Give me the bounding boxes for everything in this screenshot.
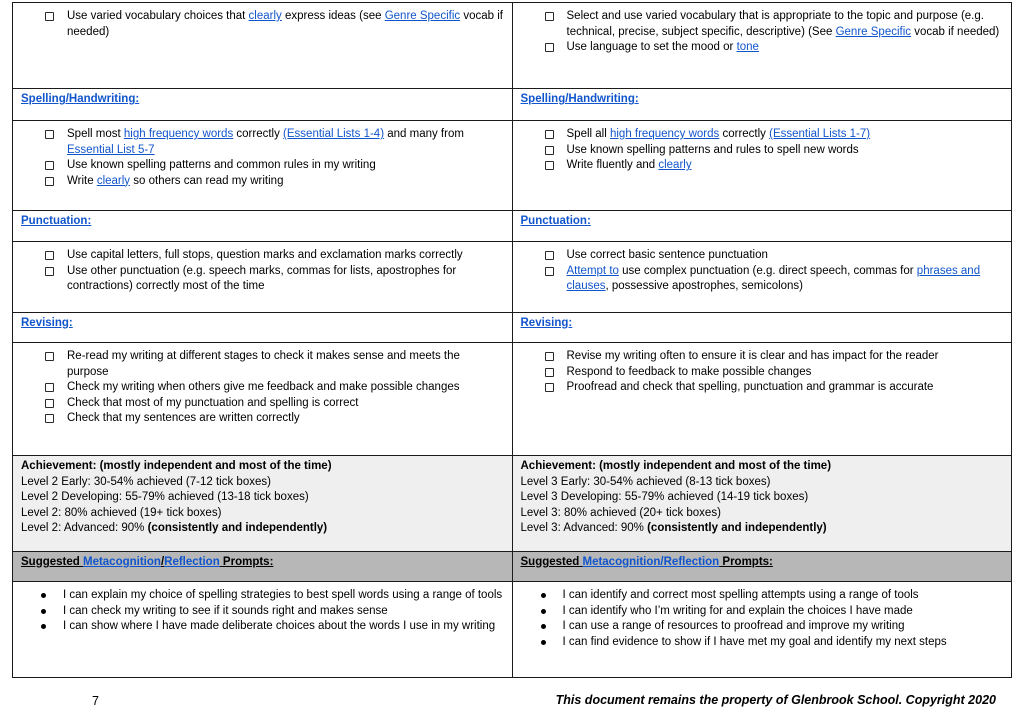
level3-achievement-cell: [512, 456, 1012, 552]
text-segment: Suggested: [520, 556, 583, 568]
checklist-item: [555, 9, 1004, 40]
level2-prompts-list: [21, 588, 504, 635]
checkbox-icon: [545, 383, 554, 392]
bullet-item: [49, 588, 504, 604]
text-segment: (consistently and independently): [647, 522, 827, 534]
bullet-item: [549, 619, 1004, 635]
link[interactable]: clearly: [248, 10, 282, 22]
text-segment: Use capital letters, full stops, question marks and exclamation marks correctly: [67, 249, 463, 261]
text-segment: use complex punctuation (e.g. direct speech, commas for: [618, 264, 917, 277]
checkbox-icon: [545, 130, 554, 139]
link[interactable]: Revising:: [520, 317, 573, 329]
link[interactable]: clearly: [96, 174, 131, 187]
bullet-icon: [541, 593, 546, 598]
row-revising-checklist: [13, 343, 1012, 456]
bullet-icon: [41, 593, 46, 598]
checkbox-icon: [545, 251, 554, 260]
text-segment: Suggested: [21, 556, 83, 568]
link[interactable]: Genre Specific: [384, 10, 461, 22]
level3-spelling-checklist: [521, 127, 1004, 174]
text-segment: Use language to set the mood or: [566, 41, 737, 53]
text-segment: Write: [67, 174, 97, 187]
checkbox-icon: [545, 161, 554, 170]
text-segment: I can explain my choice of spelling strategies to best spell words using a range of tools: [63, 589, 503, 601]
checkbox-icon: [545, 267, 554, 276]
checkbox-icon: [45, 352, 54, 361]
checklist-item: [555, 127, 1004, 143]
link[interactable]: Genre Specific: [835, 25, 912, 38]
checklist-item: [55, 158, 504, 174]
level3-revising-header: [512, 313, 1012, 343]
text-segment: and many from: [384, 128, 464, 140]
checklist-item: [555, 143, 1004, 159]
bullet-item: [549, 588, 1004, 604]
text-segment: I can find evidence to show if I have met my goal and identify my next steps: [562, 635, 947, 648]
text-segment: , possessive apostrophes, semicolons): [605, 280, 804, 292]
checkbox-icon: [45, 161, 54, 170]
text-segment: I can use a range of resources to proofread and improve my writing: [562, 620, 905, 632]
row-spelling-header: [13, 89, 1012, 121]
row-revising-header: [13, 313, 1012, 343]
text-segment: Re-read my writing at different stages to check it makes sense and meets the purpose: [67, 350, 460, 378]
level2-vocabulary-cell: [13, 3, 513, 89]
checkbox-icon: [45, 383, 54, 392]
level2-spelling-handwriting-header: [13, 89, 513, 121]
level2-punctuation-cell: [13, 242, 513, 313]
text-segment: I can identify and correct most spelling attempts using a range of tools: [562, 589, 919, 601]
text-segment: Proofread and check that spelling, punctuation and grammar is accurate: [566, 381, 934, 393]
text-segment: Use known spelling patterns and common rules in my writing: [67, 159, 376, 171]
level3-spelling-handwriting-header: [512, 89, 1012, 121]
checklist-item: [55, 127, 504, 158]
checkbox-icon: [45, 414, 54, 423]
row-prompts-bullets: [13, 582, 1012, 678]
bullet-icon: [541, 609, 546, 614]
link[interactable]: Spelling/Handwriting:: [520, 93, 639, 105]
level2-punctuation-header: [13, 211, 513, 242]
text-line: [521, 506, 1004, 522]
checkbox-icon: [545, 12, 554, 21]
link[interactable]: Punctuation:: [21, 215, 92, 227]
text-segment: I can show where I have made deliberate choices about the words I use in my writing: [63, 620, 496, 632]
checkbox-icon: [45, 267, 54, 276]
bullet-icon: [541, 640, 546, 645]
link[interactable]: Metacognition/Reflection: [582, 556, 720, 568]
checklist-item: [555, 40, 1004, 56]
level3-punctuation-cell: [512, 242, 1012, 313]
checklist-item: [55, 248, 504, 264]
text-segment: Level 2 Developing: 55-79% achieved (13-18 tick boxes): [21, 491, 309, 503]
checkbox-icon: [45, 130, 54, 139]
bullet-item: [549, 604, 1004, 620]
link[interactable]: Reflection: [164, 556, 220, 568]
level3-vocabulary-checklist: [521, 9, 1004, 56]
text-line: [21, 506, 504, 522]
page-number: 7: [92, 694, 99, 708]
level3-spelling-cell: [512, 121, 1012, 211]
level2-prompts-cell: [13, 582, 513, 678]
text-segment: Prompts:: [719, 556, 773, 568]
link[interactable]: Essential List 5-7: [67, 143, 155, 156]
bullet-item: [549, 635, 1004, 651]
checklist-item: [555, 349, 1004, 365]
text-line: [21, 521, 504, 537]
checklist-item: [55, 396, 504, 412]
checklist-item: [55, 411, 504, 427]
level3-punctuation-checklist: [521, 248, 1004, 295]
link[interactable]: Spelling/Handwriting:: [21, 93, 140, 105]
text-segment: correctly: [233, 128, 284, 140]
level3-prompts-list: [521, 588, 1004, 650]
link[interactable]: phrases and clauses: [566, 264, 981, 292]
level2-punctuation-checklist: [21, 248, 504, 295]
copyright-notice: This document remains the property of Glenbrook School. Copyright 2020: [555, 693, 996, 707]
checkbox-icon: [545, 146, 554, 155]
writing-levels-table: [12, 2, 1012, 678]
text-segment: vocab if needed): [911, 25, 1000, 38]
text-segment: Respond to feedback to make possible changes: [566, 365, 812, 378]
checklist-item: [55, 174, 504, 190]
level3-vocabulary-cell: [512, 3, 1012, 89]
row-punctuation-checklist: [13, 242, 1012, 313]
row-achievement: [13, 456, 1012, 552]
text-segment: /: [160, 556, 165, 568]
text-segment: Achievement: (mostly independent and most of the time): [21, 460, 332, 472]
checklist-item: [555, 380, 1004, 396]
bullet-item: [49, 619, 504, 635]
level2-revising-header: [13, 313, 513, 343]
text-segment: Check my writing when others give me feedback and make possible changes: [67, 381, 460, 393]
level2-vocabulary-checklist: [21, 9, 504, 40]
bullet-item: [49, 604, 504, 620]
text-line: [21, 475, 504, 491]
checklist-item: [555, 248, 1004, 264]
text-segment: Level 2: 80% achieved (19+ tick boxes): [21, 506, 222, 519]
checkbox-icon: [545, 368, 554, 377]
level2-achievement-cell: [13, 456, 513, 552]
checklist-item: [555, 264, 1004, 295]
level3-prompts-header: [512, 552, 1012, 582]
text-segment: Prompts:: [219, 556, 274, 568]
text-segment: Level 2 Early: 30-54% achieved (7-12 tick boxes): [21, 475, 271, 488]
checklist-item: [55, 9, 504, 40]
link[interactable]: (Essential Lists 1-4): [283, 128, 385, 140]
checkbox-icon: [545, 352, 554, 361]
text-segment: correctly: [719, 128, 770, 140]
link[interactable]: high frequency words: [123, 128, 234, 140]
text-segment: express ideas (see: [281, 10, 385, 22]
link[interactable]: Attempt to: [566, 264, 619, 277]
level2-prompts-header: [13, 552, 513, 582]
checklist-item: [555, 158, 1004, 174]
text-segment: so others can read my writing: [130, 174, 284, 187]
checkbox-icon: [45, 251, 54, 260]
link[interactable]: Revising:: [21, 317, 73, 329]
text-segment: I can identify who I’m writing for and explain the choices I have made: [562, 604, 913, 617]
bullet-icon: [41, 624, 46, 629]
checkbox-icon: [45, 177, 54, 186]
link[interactable]: high frequency words: [609, 128, 720, 140]
level3-revising-cell: [512, 343, 1012, 456]
level3-punctuation-header: [512, 211, 1012, 242]
row-spelling-checklist: [13, 121, 1012, 211]
checkbox-icon: [45, 399, 54, 408]
text-segment: Spell most: [67, 128, 124, 140]
text-segment: vocab if needed): [67, 10, 503, 38]
level2-spelling-checklist: [21, 127, 504, 189]
text-line: [521, 521, 1004, 537]
text-segment: Check that my sentences are written correctly: [67, 412, 300, 424]
row-prompts-header: [13, 552, 1012, 582]
checklist-item: [55, 380, 504, 396]
text-segment: Use other punctuation (e.g. speech marks, commas for lists, apostrophes for contractions) correctly most of the time: [67, 264, 457, 292]
link[interactable]: (Essential Lists 1-7): [769, 128, 871, 140]
text-segment: Level 2: Advanced: 90%: [21, 522, 148, 534]
text-segment: Spell all: [566, 128, 610, 140]
level3-revising-checklist: [521, 349, 1004, 396]
level3-prompts-cell: [512, 582, 1012, 678]
text-segment: Level 3: 80% achieved (20+ tick boxes): [520, 506, 721, 519]
link[interactable]: Metacognition: [82, 556, 161, 568]
checkbox-icon: [545, 43, 554, 52]
text-line: [521, 490, 1004, 506]
text-line: [21, 459, 504, 475]
text-segment: Achievement: (mostly independent and most of the time): [520, 460, 832, 472]
link[interactable]: Punctuation:: [520, 215, 591, 227]
text-segment: (consistently and independently): [147, 522, 328, 534]
text-segment: Level 3 Developing: 55-79% achieved (14-19 tick boxes): [520, 491, 809, 503]
level2-spelling-cell: [13, 121, 513, 211]
text-line: [21, 490, 504, 506]
level2-revising-checklist: [21, 349, 504, 427]
text-segment: Use known spelling patterns and rules to spell new words: [566, 143, 859, 156]
row-vocabulary-checklist: [13, 3, 1012, 89]
text-segment: Level 3: Advanced: 90%: [520, 522, 648, 534]
link[interactable]: tone: [736, 41, 759, 53]
level2-revising-cell: [13, 343, 513, 456]
checkbox-icon: [45, 12, 54, 21]
text-segment: I can check my writing to see if it sounds right and makes sense: [63, 604, 388, 617]
text-segment: Write fluently and: [566, 159, 659, 171]
text-segment: Use varied vocabulary choices that: [67, 10, 249, 22]
row-punctuation-header: [13, 211, 1012, 242]
link[interactable]: clearly: [658, 159, 692, 171]
text-segment: Select and use varied vocabulary that is appropriate to the topic and purpose (e.g. technical, precise, subject specific, descriptive) (See: [566, 10, 984, 38]
text-segment: Level 3 Early: 30-54% achieved (8-13 tick boxes): [520, 475, 771, 488]
text-segment: Revise my writing often to ensure it is clear and has impact for the reader: [566, 350, 939, 362]
text-segment: Use correct basic sentence punctuation: [566, 249, 768, 261]
bullet-icon: [541, 624, 546, 629]
checklist-item: [55, 349, 504, 380]
bullet-icon: [41, 609, 46, 614]
text-line: [521, 459, 1004, 475]
text-segment: Check that most of my punctuation and spelling is correct: [67, 396, 359, 409]
checklist-item: [55, 264, 504, 295]
text-line: [521, 475, 1004, 491]
checklist-item: [555, 365, 1004, 381]
